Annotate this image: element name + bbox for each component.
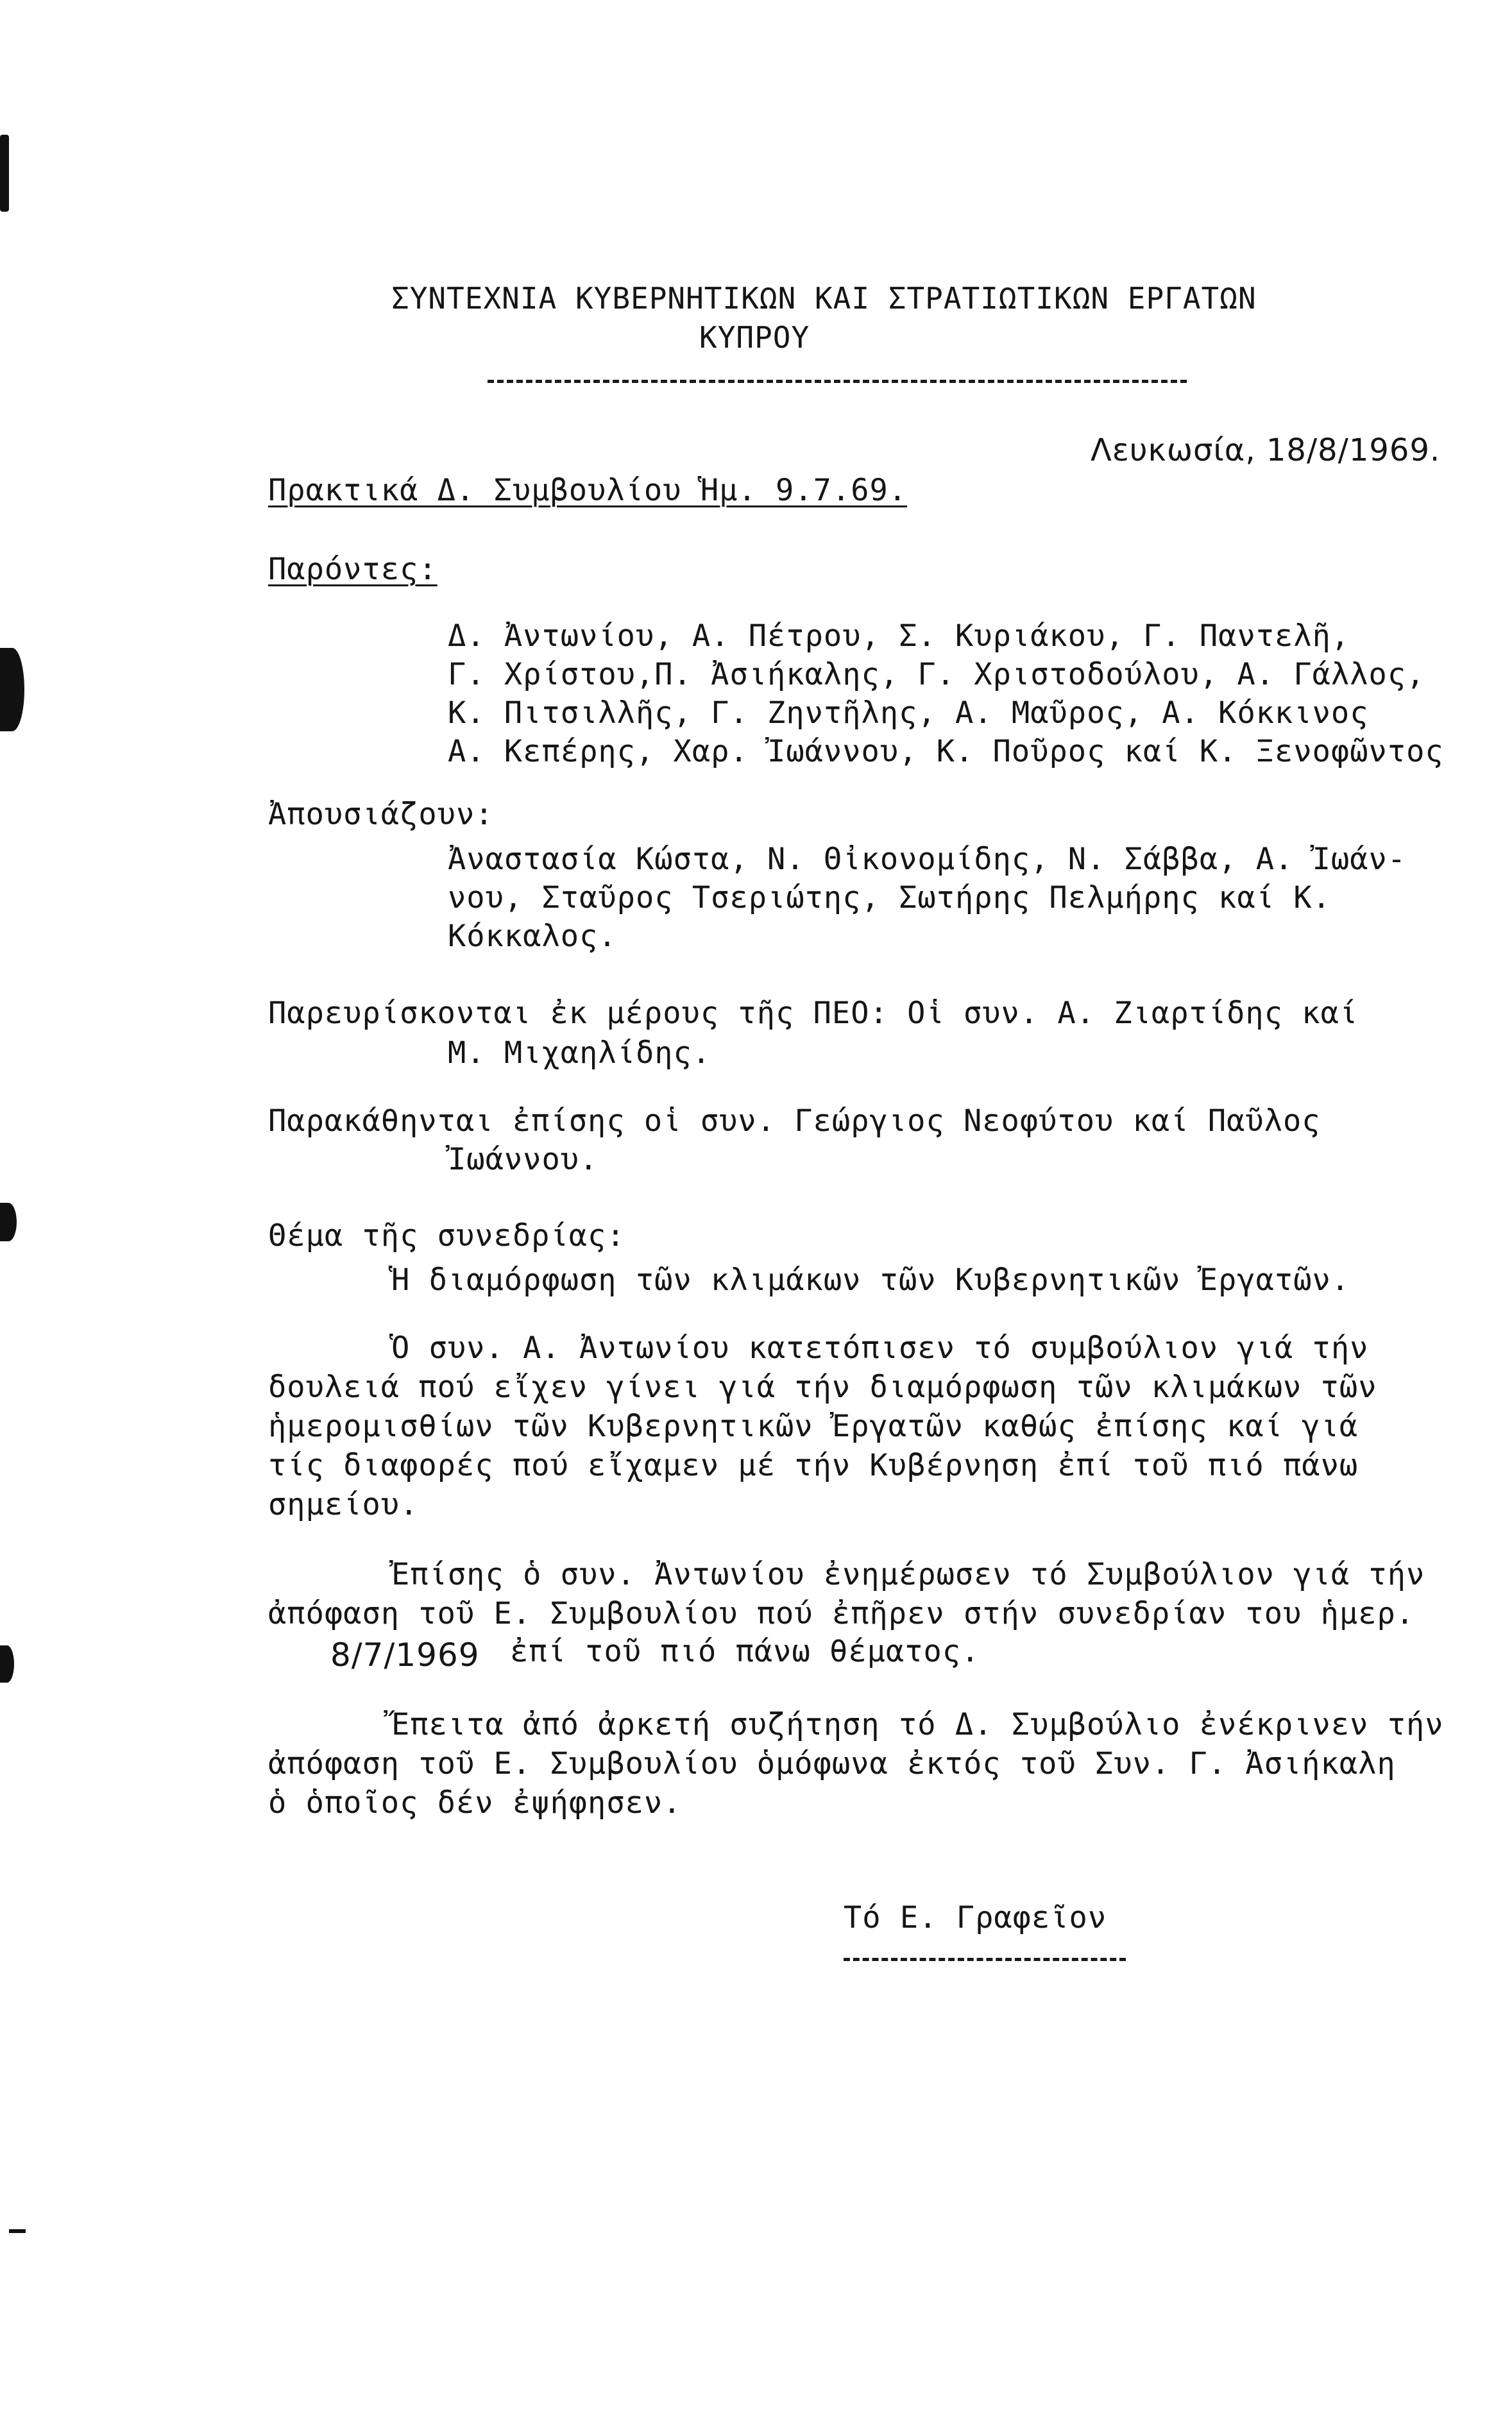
header-divider <box>488 380 1187 383</box>
paragraph-line: ἀπόφαση τοῦ Ε. Συμβουλίου ὁμόφωνα ἐκτός τοῦ Συν. Γ. Ἀσιήκαλη <box>268 1746 1396 1781</box>
guests-line: Ἰωάννου. <box>448 1142 599 1177</box>
signature-underline <box>844 1958 1126 1961</box>
present-line: Κ. Πιτσιλλῆς, Γ. Ζηντῆλης, Α. Μαῦρος, Α. Κόκκινος <box>448 695 1369 731</box>
paragraph-line: Ἔπειτα ἀπό ἀρκετή συζήτηση τό Δ. Συμβούλιο ἐνέκρινεν τήν <box>391 1707 1444 1742</box>
scan-margin-mark <box>0 135 9 212</box>
handwritten-date: 8/7/1969 <box>330 1636 480 1674</box>
paragraph-line: τίς διαφορές πού εἴχαμεν μέ τήν Κυβέρνηση ἐπί τοῦ πιό πάνω <box>268 1448 1359 1483</box>
union-name-heading: ΣΥΝΤΕΧΝΙΑ ΚΥΒΕΡΝΗΤΙΚΩΝ ΚΑΙ ΣΤΡΑΤΙΩΤΙΚΩΝ ΕΡΓΑΤΩΝ <box>391 281 1257 316</box>
paragraph-line: δουλειά πού εἴχεν γίνει γιά τήν διαμόρφωση τῶν κλιμάκων τῶν <box>268 1370 1377 1405</box>
paragraph-line: ἀπόφαση τοῦ Ε. Συμβουλίου πού ἐπῆρεν στήν συνεδρίαν του ἡμερ. <box>268 1596 1415 1631</box>
peo-attendees-line: Παρευρίσκονται ἐκ μέρους τῆς ΠΕΟ: Οἱ συν. Α. Ζιαρτίδης καί <box>268 996 1359 1031</box>
minutes-title: Πρακτικά Δ. Συμβουλίου Ἡμ. 9.7.69. <box>268 473 908 508</box>
present-line: Γ. Χρίστου,Π. Ἀσιήκαλης, Γ. Χριστοδούλου, Α. Γάλλος, <box>448 657 1425 692</box>
present-line: Α. Κεπέρης, Χαρ. Ἰωάννου, Κ. Ποῦρος καί Κ. Ξενοφῶντος <box>448 734 1444 769</box>
present-label: Παρόντες: <box>268 552 437 587</box>
absent-line: νου, Σταῦρος Τσεριώτης, Σωτήρης Πελμήρης καί Κ. <box>448 880 1331 915</box>
scan-margin-mark <box>0 1203 17 1241</box>
absent-line: Κόκκαλος. <box>448 919 617 954</box>
peo-attendees-line: Μ. Μιχαηλίδης. <box>448 1035 711 1071</box>
signature-office: Τό Ε. Γραφεῖον <box>844 1900 1107 1935</box>
paragraph-line: ὁ ὁποῖος δέν ἐψήφησεν. <box>268 1785 682 1821</box>
paragraph-line: ἡμερομισθίων τῶν Κυβερνητικῶν Ἐργατῶν καθώς ἐπίσης καί γιά <box>268 1409 1359 1444</box>
present-line: Δ. Ἀντωνίου, Α. Πέτρου, Σ. Κυριάκου, Γ. Παντελῆ, <box>448 618 1350 654</box>
union-name-heading-cyprus: ΚΥΠΡΟΥ <box>699 320 810 355</box>
guests-line: Παρακάθηνται ἐπίσης οἱ συν. Γεώργιος Νεοφύτου καί Παῦλος <box>268 1103 1321 1139</box>
scan-margin-mark <box>9 2229 26 2233</box>
scan-margin-mark <box>0 1645 14 1683</box>
paragraph-line: Ἐπίσης ὁ συν. Ἀντωνίου ἐνημέρωσεν τό Συμβούλιον γιά τήν <box>391 1557 1425 1592</box>
scan-margin-mark <box>0 648 24 731</box>
subject-label: Θέμα τῆς συνεδρίας: <box>268 1218 625 1253</box>
paragraph-line: ἐπί τοῦ πιό πάνω θέματος. <box>510 1634 980 1669</box>
subject-text: Ἡ διαμόρφωση τῶν κλιμάκων τῶν Κυβερνητικῶν Ἐργατῶν. <box>391 1262 1350 1298</box>
paragraph-line: Ὁ συν. Α. Ἀντωνίου κατετόπισεν τό συμβούλιον γιά τήν <box>391 1330 1369 1366</box>
absent-line: Ἀναστασία Κώστα, Ν. Θἰκονομίδης, Ν. Σάββα, Α. Ἰωάν- <box>448 842 1407 877</box>
place-date: Λευκωσία, 18/8/1969. <box>1091 432 1441 468</box>
absent-label: Ἀπουσιάζουν: <box>268 797 494 832</box>
paragraph-line: σημείου. <box>268 1487 419 1522</box>
